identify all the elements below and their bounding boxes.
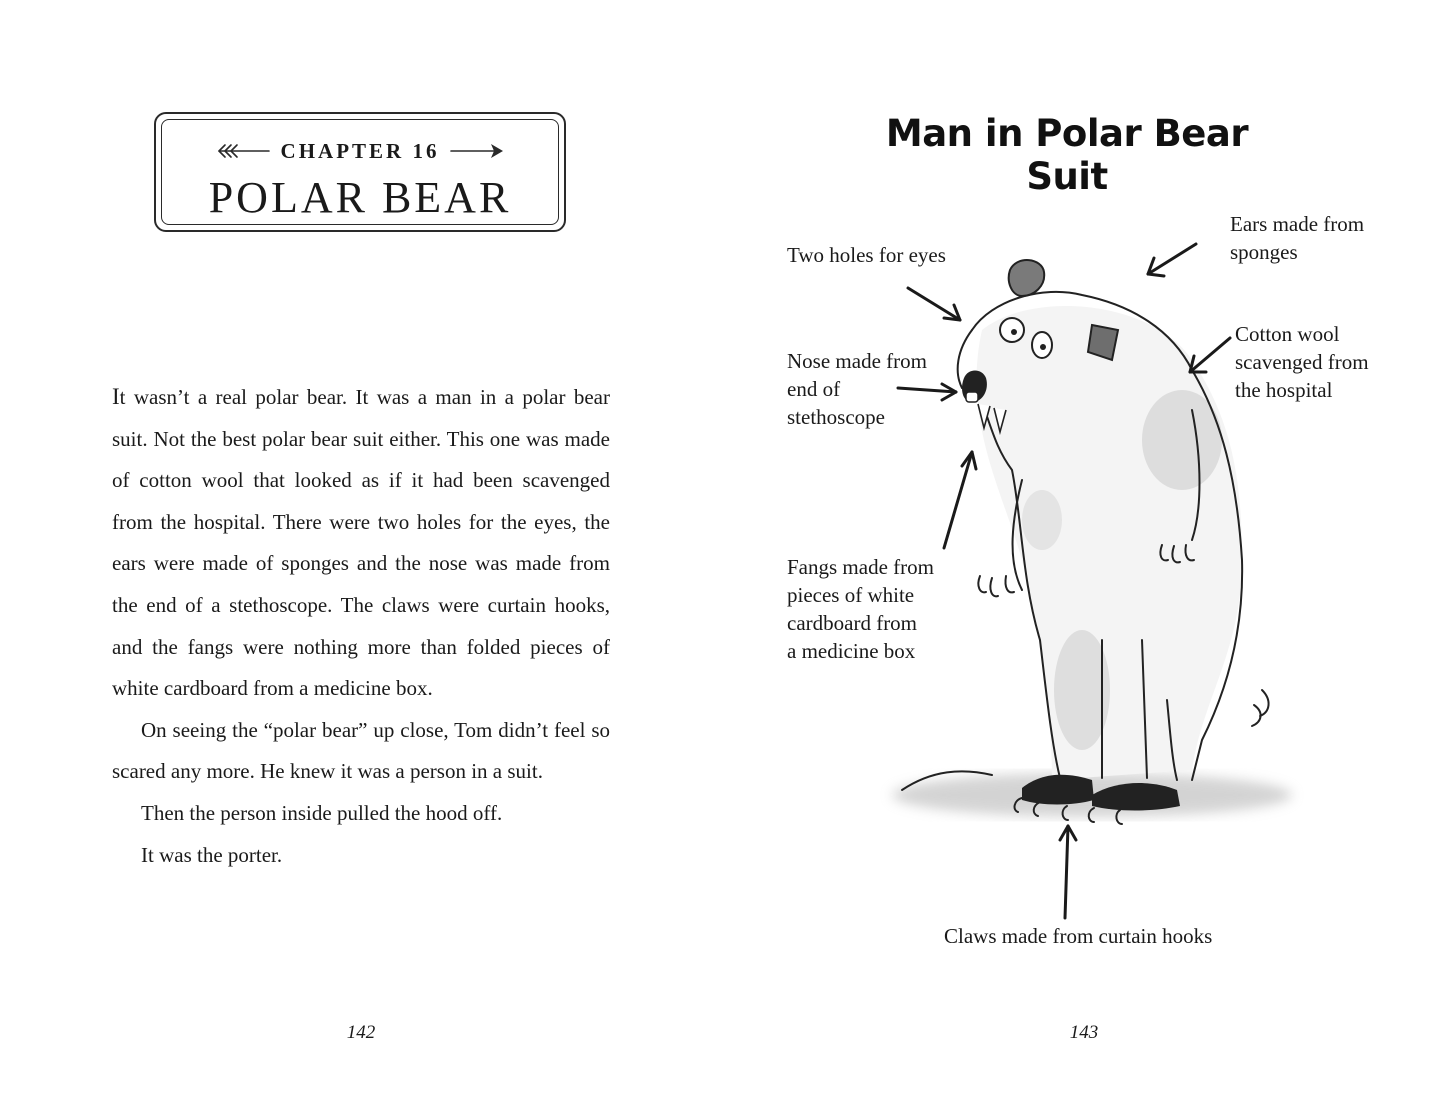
label-cotton-wool (1235, 320, 1369, 404)
paragraph: It was the porter. (141, 842, 283, 867)
label-line: sponges (1230, 240, 1298, 264)
label-claws (944, 922, 1212, 950)
paragraph: On seeing the “polar bear” up close, Tom didn’t feel so scared any more. He knew it was a person in a suit. (112, 717, 610, 784)
label-eyes (787, 241, 946, 269)
paragraph: Then the person inside pulled the hood off. (141, 800, 503, 825)
body-text (112, 376, 610, 876)
page-number-left: 142 (346, 1022, 376, 1043)
label-line: stethoscope (787, 405, 885, 429)
label-line: a medicine box (787, 639, 916, 663)
label-line: Ears made from (1230, 212, 1365, 236)
label-line: Fangs made from (787, 555, 934, 579)
label-ears (1230, 210, 1364, 266)
label-line: Two holes for eyes (787, 243, 946, 267)
page-number-right: 143 (1069, 1022, 1099, 1043)
label-line: cardboard from (787, 611, 918, 635)
label-line: pieces of white (787, 583, 915, 607)
label-line: end of (787, 377, 841, 401)
arrow-left-ornament-icon (215, 141, 271, 161)
chapter-title: POLAR BEAR (208, 173, 512, 222)
paragraph: It wasn’t a real polar bear. It was a man in a polar bear suit. Not the best polar bear suit either. This one was made of cotton wool that looked as if it had been scavenged from the hospital. There were two holes for the eyes, the ears were made of sponges and the nose was made from the end of a stethoscope. The claws were curtain hooks, and the fangs were nothing more than folded pieces of white cardboard from a medicine box. (112, 384, 610, 701)
label-line: Nose made from (787, 349, 927, 373)
label-nose (787, 347, 927, 431)
chapter-row (156, 136, 564, 166)
diagram-title: Man in Polar Bear Suit (885, 112, 1249, 198)
label-line: Cotton wool (1235, 322, 1340, 346)
left-page (0, 0, 722, 1104)
chapter-heading-box (154, 112, 566, 232)
label-line: scavenged from (1235, 350, 1369, 374)
arrow-right-ornament-icon (449, 141, 505, 161)
label-line: Claws made from curtain hooks (944, 924, 1213, 948)
right-page (722, 0, 1445, 1104)
label-fangs (787, 553, 934, 665)
label-line: the hospital (1235, 378, 1333, 402)
chapter-label: CHAPTER 16 (280, 138, 440, 163)
